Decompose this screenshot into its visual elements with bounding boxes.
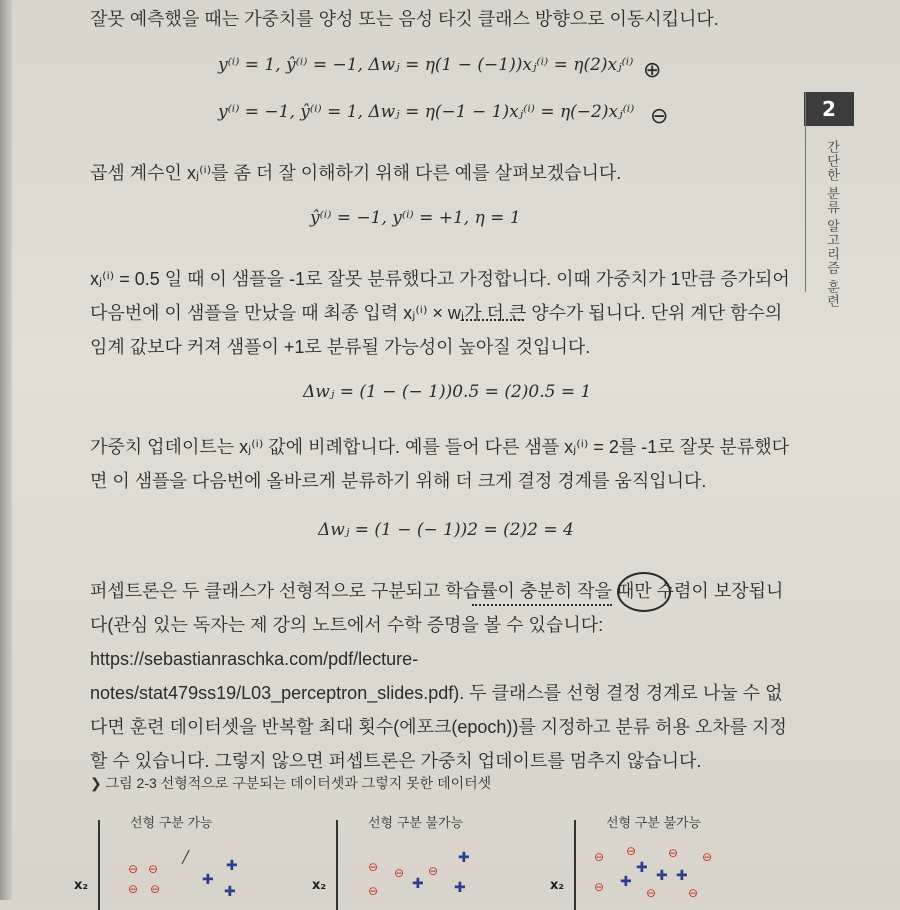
axis-label: x₂ [74,878,89,893]
class-plus-point: ✚ [458,850,470,866]
y-axis [98,820,100,910]
class-minus-point: ⊖ [702,850,713,864]
class-plus-point: ✚ [202,872,214,888]
axis-label: x₂ [312,878,327,893]
class-minus-point: ⊖ [688,886,699,900]
paragraph-1: 곱셈 계수인 xⱼ⁽ⁱ⁾를 좀 더 잘 이해하기 위해 다른 예를 살펴보겠습니다. [90,163,622,183]
class-minus-point: ⊖ [668,846,679,860]
plus-annotation-icon: ⊕ [643,58,662,83]
page-edge [0,0,12,900]
class-minus-point: ⊖ [626,844,637,858]
equation-2: y⁽ⁱ⁾ = −1, ŷ⁽ⁱ⁾ = 1, Δwⱼ = η(−1 − 1)xⱼ⁽ⁱ⁾ = η(−2)xⱼ⁽ⁱ⁾ [218,102,635,122]
equation-5: Δwⱼ = (1 − (− 1))2 = (2)2 = 4 [318,520,574,540]
paragraph-2: xⱼ⁽ⁱ⁾ = 0.5 일 때 이 샘플을 -1로 잘못 분류했다고 가정합니다. 이때 가중치가 1만큼 증가되어 다음번에 이 샘플을 만났을 때 최종 입력 xⱼ⁽ⁱ⁾ × wⱼ가 더 큰 양수가 됩니다. 단위 계단 함수의 임계 값보다 커져 샘플이 +1로 분류될 가능성이 높아질 것입니다. [90,269,790,357]
class-minus-point: ⊖ [368,860,379,874]
axis-label: x₂ [550,878,565,893]
y-axis [574,820,576,910]
class-minus-point: ⊖ [368,884,379,898]
intro-text: 잘못 예측했을 때는 가중치를 양성 또는 음성 타깃 클래스 방향으로 이동시킵니다. [90,9,719,29]
class-minus-point: ⊖ [128,882,139,896]
chapter-title: 간단한 분류 알고리즘 훈련 [825,140,840,308]
class-plus-point: ✚ [224,884,236,900]
underline-annotation-2 [472,596,612,606]
class-plus-point: ✚ [676,868,688,884]
minus-annotation-icon: ⊖ [650,104,669,129]
chapter-divider [805,92,806,292]
class-minus-point: ⊖ [148,862,159,876]
class-plus-point: ✚ [226,858,238,874]
class-plus-point: ✚ [656,868,668,884]
equation-4: Δwⱼ = (1 − (− 1))0.5 = (2)0.5 = 1 [303,382,592,402]
class-minus-point: ⊖ [428,864,439,878]
underline-annotation [462,311,524,321]
panel-title: 선형 구분 불가능 [368,815,464,830]
class-minus-point: ⊖ [128,862,139,876]
class-minus-point: ⊖ [150,882,161,896]
y-axis [336,820,338,910]
equation-1: y⁽ⁱ⁾ = 1, ŷ⁽ⁱ⁾ = −1, Δwⱼ = η(1 − (−1))xⱼ⁽ⁱ⁾ = η(2)xⱼ⁽ⁱ⁾ [218,55,634,75]
class-minus-point: ⊖ [594,850,605,864]
decision-boundary: ╱ [182,850,190,864]
class-plus-point: ✚ [412,876,424,892]
chapter-number-tab: 2 [804,92,854,126]
figure-panel-2 [312,810,538,900]
figure-caption: ❯ 그림 2-3 선형적으로 구분되는 데이터셋과 그렇지 못한 데이터셋 [90,775,492,791]
figure-panel-3 [550,810,776,900]
class-plus-point: ✚ [636,860,648,876]
figure-panel-1 [74,810,300,900]
class-minus-point: ⊖ [594,880,605,894]
panel-title: 선형 구분 가능 [130,815,213,830]
class-minus-point: ⊖ [394,866,405,880]
circle-annotation [617,572,671,612]
class-plus-point: ✚ [454,880,466,896]
panel-title: 선형 구분 불가능 [606,815,702,830]
paragraph-3: 가중치 업데이트는 xⱼ⁽ⁱ⁾ 값에 비례합니다. 예를 들어 다른 샘플 xⱼ⁽ⁱ⁾ = 2를 -1로 잘못 분류했다면 이 샘플을 다음번에 올바르게 분류하기 위해 더 크게 결정 경계를 움직입니다. [90,437,789,491]
class-plus-point: ✚ [620,874,632,890]
equation-3: ŷ⁽ⁱ⁾ = −1, y⁽ⁱ⁾ = +1, η = 1 [310,208,521,228]
paragraph-4: 퍼셉트론은 두 클래스가 선형적으로 구분되고 학습률이 충분히 작을 때만 수렴이 보장됩니다(관심 있는 독자는 제 강의 노트에서 수학 증명을 볼 수 있습니다: https://sebastianraschka.com/pdf/lecture-notes/stat479ss19/L03_perceptron_slides.pdf). 두 클래스를 선형 결정 경계로 나눌 수 없다면 훈련 데이터셋을 반복할 최대 횟수(에포크(epoch))를 지정하고 분류 허용 오차를 지정할 수 있습니다. 그렇지 않으면 퍼셉트론은 가중치 업데이트를 멈추지 않습니다. [90,581,787,771]
class-minus-point: ⊖ [646,886,657,900]
